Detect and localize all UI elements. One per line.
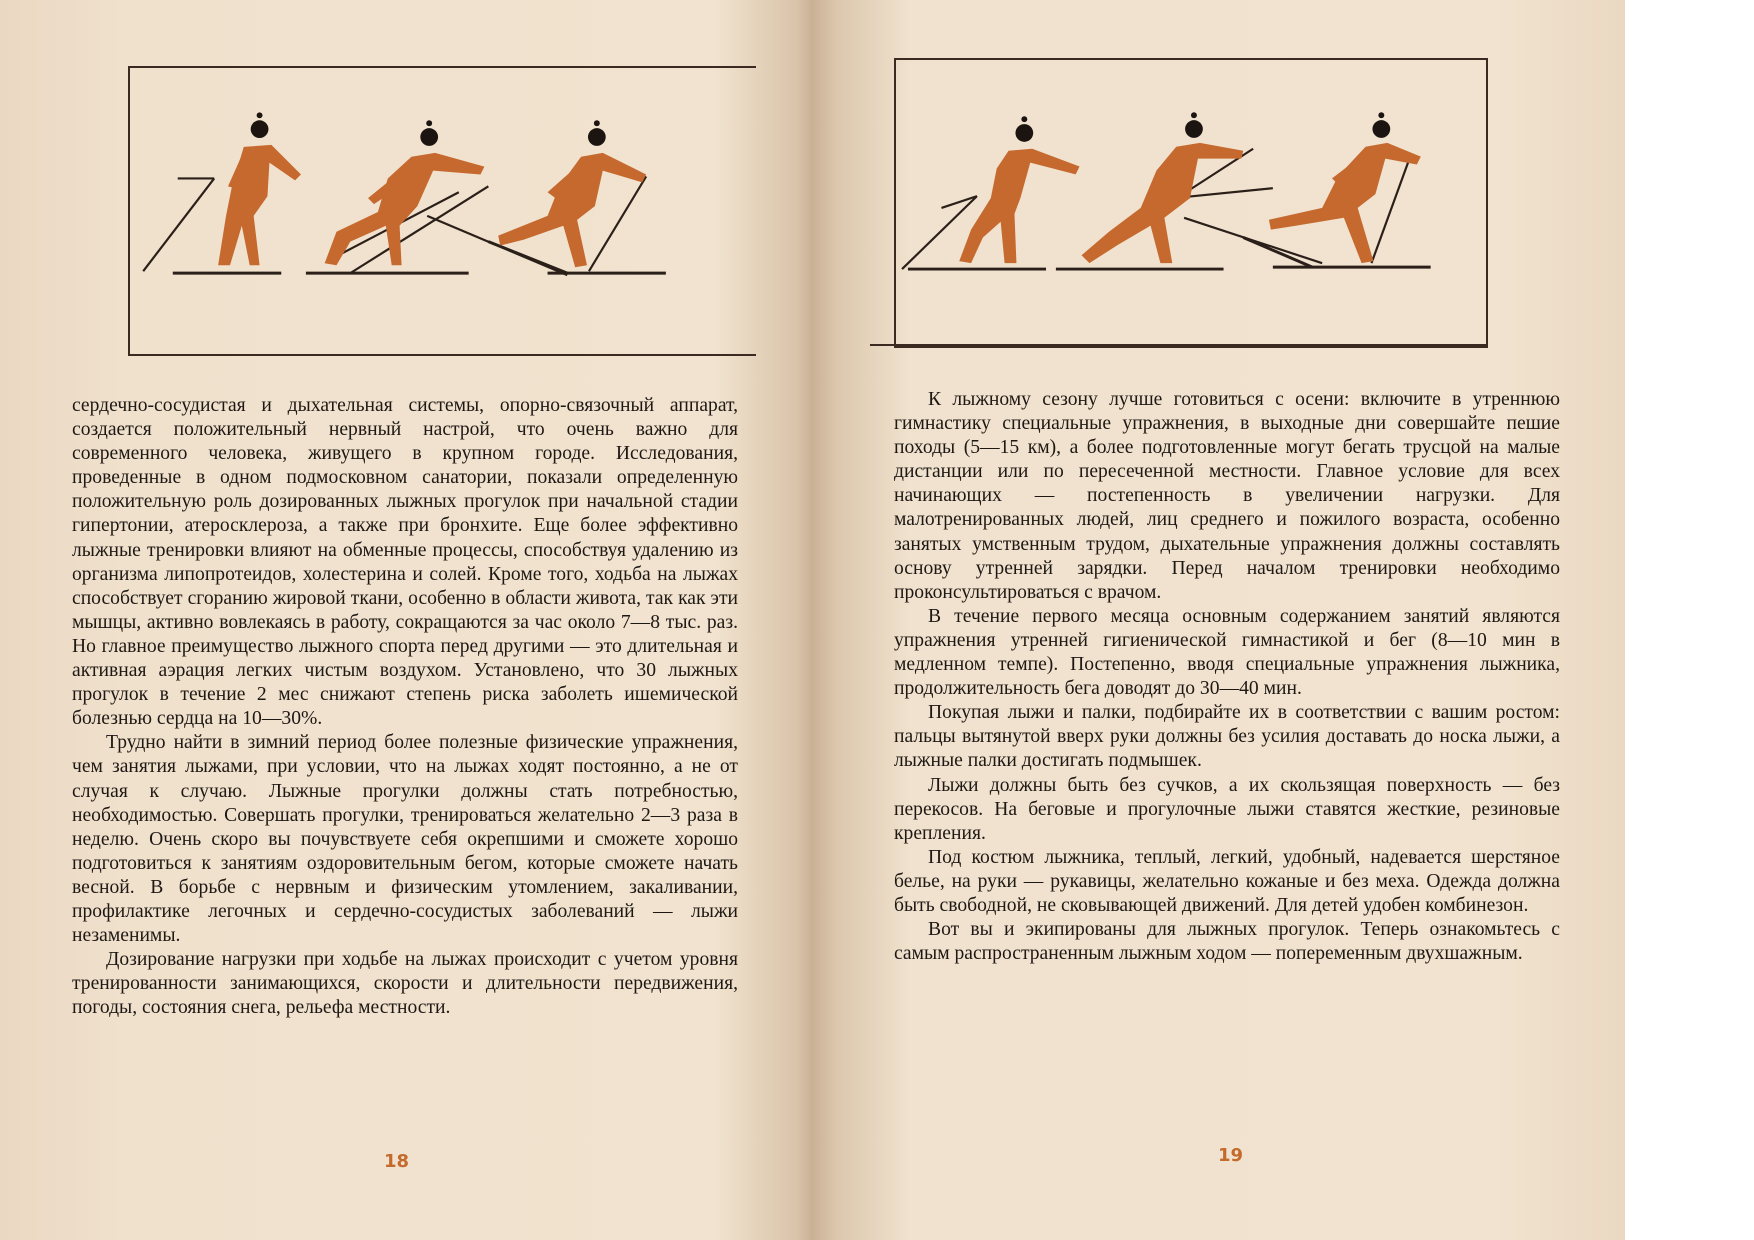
- skiing-illustration-right: [894, 58, 1488, 348]
- paragraph: Покупая лыжи и палки, подбирайте их в соответствии с вашим ростом: пальцы вытянутой вверх руки должны без усилия доставать до носка лыжи, а лыжные палки достигать подмышек.: [894, 702, 1560, 772]
- skier-figure: [306, 120, 488, 273]
- page-number: 18: [384, 1151, 410, 1172]
- right-page: [812, 0, 1625, 1240]
- paragraph: Под костюм лыжника, теплый, легкий, удобный, надевается шерстяное белье, на руки — рукавицы, желательно кожаные и без меха. Одежда должна быть свободной, не сковывающей движений. Для детей удобен комбинезон.: [894, 846, 1560, 916]
- skier-figure: [1184, 112, 1431, 267]
- left-page: [0, 0, 812, 1240]
- skier-figure: [902, 116, 1080, 269]
- paragraph: Лыжи должны быть без сучков, а их скользящая поверхность — без перекосов. На беговые и прогулочные лыжи ставятся жесткие, резиновые крепления.: [894, 774, 1560, 844]
- paragraph: Дозирование нагрузки при ходьбе на лыжах происходит с учетом уровня тренированности занимающихся, скорости и длительности передвижения, погоды, состояния снега, рельефа местности.: [72, 949, 738, 1019]
- skier-figure: [1056, 112, 1273, 269]
- skier-figure: [143, 112, 301, 273]
- paragraph: Трудно найти в зимний период более полезные физические упражнения, чем занятия лыжами, при условии, что на лыжах ходят постоянно, а не от случая к случаю. Лыжные прогулки должны стать потребностью, необходимостью. Совершать прогулки, тренироваться желательно 2—3 раза в неделю. Очень скоро вы почувствуете себя окрепшими и сможете хорошо подготовиться к занятиям оздоровительным бегом, которые сможете начать весной. В борьбе с нервным и физическим утомлением, закаливании, профилактике легочных и сердечно-сосудистых заболеваний — лыжи незаменимы.: [72, 732, 738, 947]
- paragraph: В течение первого месяца основным содержанием занятий являются упражнения утренней гигиенической гимнастикой и бег (8—10 мин в медленном темпе). Постепенно, вводя специальные упражнения лыжника, продолжительность бега доводят до 30—40 мин.: [894, 605, 1560, 700]
- figure-rule: [870, 344, 1488, 346]
- left-page-text: [72, 394, 738, 1020]
- right-page-text: [894, 388, 1560, 966]
- skiers-sequence-right: [896, 60, 1486, 346]
- paragraph: сердечно-сосудистая и дыхательная системы, опорно-связочный аппарат, создается положительный нервный настрой, что очень важно для современного человека, живущего в крупном городе. Исследования, проведенные в одном подмосковном санатории, показали определенную положительную роль дозированных лыжных прогулок при начальной стадии гипертонии, атеросклероза, а также при бронхите. Еще более эффективно лыжные тренировки влияют на обменные процессы, способствуя удалению из организма липопротеидов, холестерина и солей. Кроме того, ходьба на лыжах способствует сгоранию жировой ткани, особенно в области живота, так как эти мышцы, активно вовлекаясь в работу, сокращаются за час около 7—8 тыс. раз. Но главное преимущество лыжного спорта перед другими — это длительная и активная аэрация легких чистым воздухом. Установлено, что 30 лыжных прогулок в течение 2 мес снижают степень риска заболеть ишемической болезнью сердца на 10—30%.: [72, 395, 738, 730]
- paragraph: К лыжному сезону лучше готовиться с осени: включите в утреннюю гимнастику специальные упражнения, в выходные дни совершайте пешие походы (5—15 км), а более подготовленные могут бегать трусцой на малые дистанции или по пересеченной местности. Главное условие для всех начинающих — постепенность в увеличении нагрузки. Для малотренированных людей, лиц среднего и пожилого возраста, особенно занятых умственным трудом, дыхательные упражнения должны составлять основу утренней зарядки. Перед началом тренировки необходимо проконсультироваться с врачом.: [894, 389, 1560, 603]
- skiers-sequence-left: [130, 68, 756, 354]
- page-number: 19: [1218, 1145, 1244, 1166]
- skier-figure: [427, 120, 666, 275]
- skiing-illustration-left: [128, 66, 756, 356]
- paragraph: Вот вы и экипированы для лыжных прогулок. Теперь ознакомьтесь с самым распространенным лыжным ходом — попеременным двухшажным.: [894, 919, 1560, 965]
- figure-rule: [128, 354, 756, 356]
